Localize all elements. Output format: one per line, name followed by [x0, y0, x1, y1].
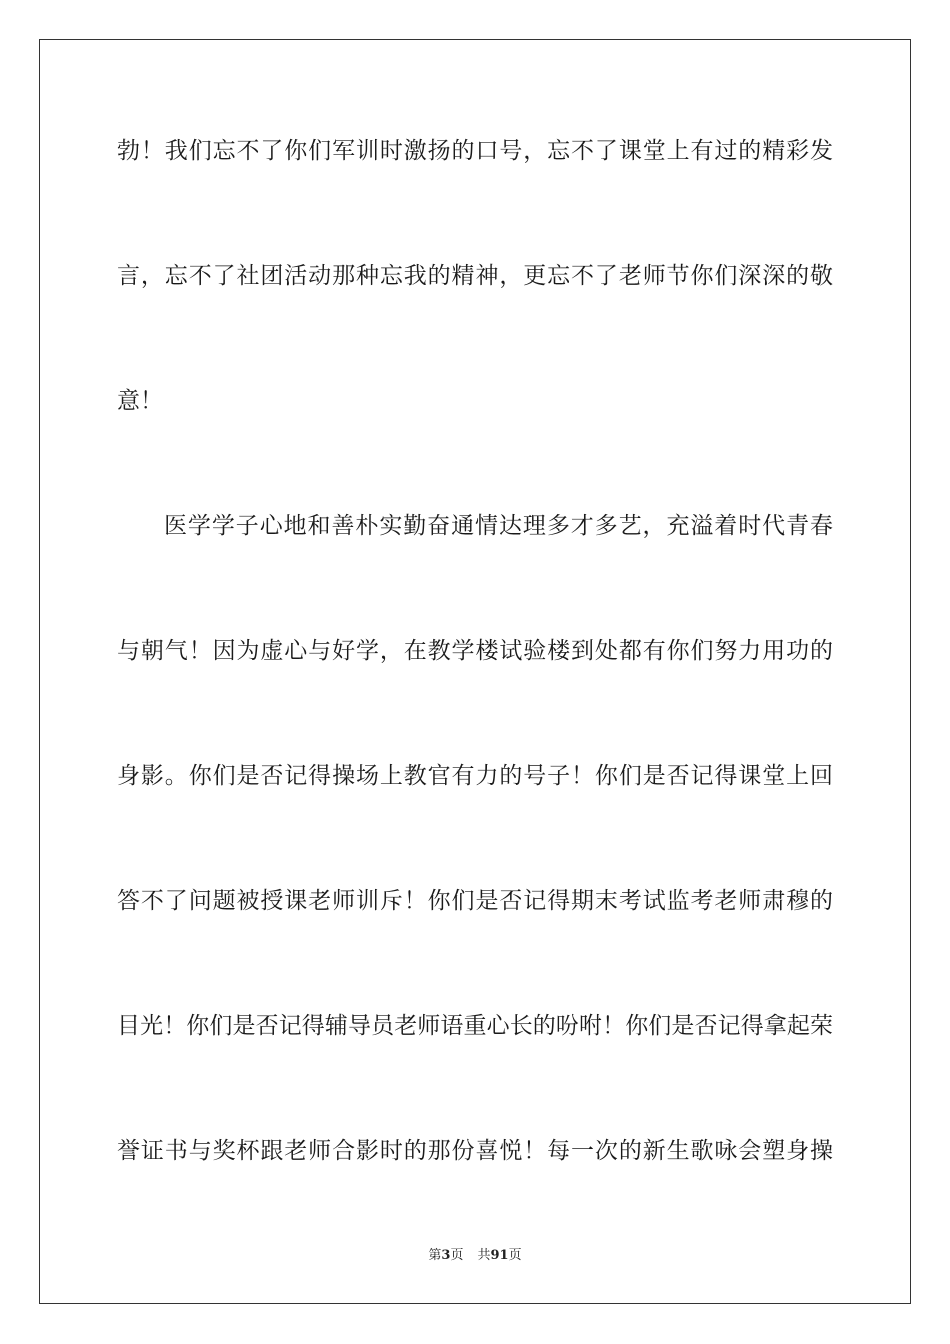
page-footer [0, 1246, 950, 1266]
text-line: 目光！你们是否记得辅导员老师语重心长的吩咐！你们是否记得拿起荣 [117, 1013, 833, 1039]
paragraph-first-line: 医学学子心地和善朴实勤奋通情达理多才多艺，充溢着时代青春 [164, 513, 833, 539]
text-line: 意！ [117, 388, 163, 414]
page-number: 3 [441, 1248, 451, 1263]
page-prefix: 第 [428, 1248, 442, 1263]
total-suffix: 页 [508, 1248, 522, 1263]
page-border [39, 39, 911, 1304]
text-line: 言，忘不了社团活动那种忘我的精神，更忘不了老师节你们深深的敬 [117, 263, 833, 289]
page-suffix: 页 [450, 1248, 464, 1263]
text-line: 答不了问题被授课老师训斥！你们是否记得期末考试监考老师肃穆的 [117, 888, 833, 914]
total-prefix: 共 [477, 1248, 491, 1263]
text-line: 誉证书与奖杯跟老师合影时的那份喜悦！每一次的新生歌咏会塑身操 [117, 1138, 833, 1164]
text-line: 身影。你们是否记得操场上教官有力的号子！你们是否记得课堂上回 [117, 763, 833, 789]
text-line: 与朝气！因为虚心与好学，在教学楼试验楼到处都有你们努力用功的 [117, 638, 833, 664]
text-line: 勃！我们忘不了你们军训时激扬的口号，忘不了课堂上有过的精彩发 [117, 138, 833, 164]
total-pages: 91 [490, 1248, 509, 1263]
